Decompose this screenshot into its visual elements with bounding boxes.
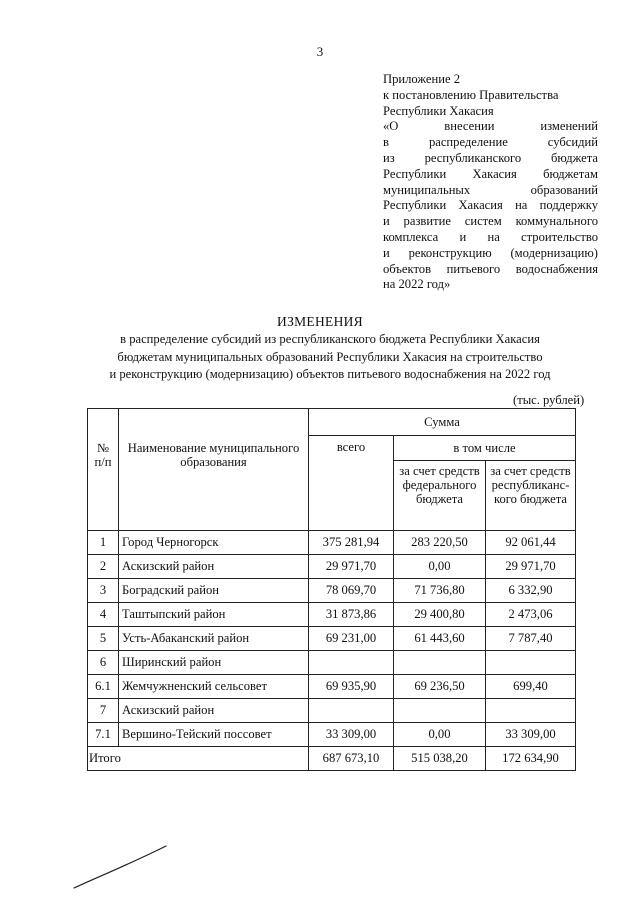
row-name: Боградский район bbox=[119, 579, 309, 603]
subtitle-line: и реконструкцию (модернизацию) объектов питьевого водоснабжения на 2022 год bbox=[109, 367, 551, 381]
row-republic: 33 309,00 bbox=[486, 723, 576, 747]
appendix-block bbox=[383, 72, 598, 293]
table-row bbox=[88, 603, 576, 627]
total-federal: 515 038,20 bbox=[394, 747, 486, 771]
row-num: 6.1 bbox=[88, 675, 119, 699]
row-total: 78 069,70 bbox=[309, 579, 394, 603]
subtitle-line: в распределение субсидий из республиканского бюджета Республики Хакасия bbox=[120, 332, 540, 346]
units-label: (тыс. рублей) bbox=[513, 393, 585, 407]
table-row bbox=[88, 675, 576, 699]
table-row bbox=[88, 579, 576, 603]
table-row bbox=[88, 555, 576, 579]
appendix-line: и развитие систем коммунального bbox=[383, 214, 598, 229]
row-name: Аскизский район bbox=[119, 555, 309, 579]
page-number: 3 bbox=[316, 44, 324, 59]
document-title: ИЗМЕНЕНИЯ bbox=[277, 314, 363, 329]
row-republic: 92 061,44 bbox=[486, 531, 576, 555]
header-federal: за счет средств федерального бюджета bbox=[394, 461, 486, 531]
row-federal: 69 236,50 bbox=[394, 675, 486, 699]
appendix-line: объектов питьевого водоснабжения bbox=[383, 261, 598, 276]
row-federal: 0,00 bbox=[394, 723, 486, 747]
row-name: Жемчужненский сельсовет bbox=[119, 675, 309, 699]
header-republic: за счет средств республиканс-кого бюджета bbox=[486, 461, 576, 531]
appendix-line: Приложение 2 bbox=[383, 72, 461, 86]
row-republic: 6 332,90 bbox=[486, 579, 576, 603]
subtitle-line: бюджетам муниципальных образований Республики Хакасия на строительство bbox=[117, 349, 543, 364]
row-federal: 0,00 bbox=[394, 555, 486, 579]
appendix-line: Республики Хакасия на поддержку bbox=[383, 198, 598, 213]
row-num: 7.1 bbox=[88, 723, 119, 747]
row-num: 2 bbox=[88, 555, 119, 579]
row-name: Усть-Абаканский район bbox=[119, 627, 309, 651]
row-total bbox=[309, 699, 394, 723]
row-republic: 29 971,70 bbox=[486, 555, 576, 579]
table-row bbox=[88, 699, 576, 723]
row-num: 4 bbox=[88, 603, 119, 627]
row-name: Город Черногорск bbox=[119, 531, 309, 555]
row-republic bbox=[486, 699, 576, 723]
total-row bbox=[88, 747, 576, 771]
appendix-line: в распределение субсидий bbox=[383, 135, 598, 150]
row-name: Аскизский район bbox=[119, 699, 309, 723]
header-including: в том числе bbox=[394, 436, 576, 461]
table-row bbox=[88, 531, 576, 555]
row-republic: 2 473,06 bbox=[486, 603, 576, 627]
appendix-line: Республики Хакасия бюджетам bbox=[383, 166, 598, 181]
handwritten-signature bbox=[70, 800, 180, 895]
total-label: Итого bbox=[88, 747, 309, 771]
row-total: 69 935,90 bbox=[309, 675, 394, 699]
appendix-line: Республики Хакасия bbox=[383, 103, 494, 118]
row-total: 69 231,00 bbox=[309, 627, 394, 651]
row-republic bbox=[486, 651, 576, 675]
row-total: 33 309,00 bbox=[309, 723, 394, 747]
table-row bbox=[88, 627, 576, 651]
appendix-line: муниципальных образований bbox=[383, 182, 598, 197]
row-total: 31 873,86 bbox=[309, 603, 394, 627]
row-name: Таштыпский район bbox=[119, 603, 309, 627]
row-num: 1 bbox=[88, 531, 119, 555]
row-republic: 7 787,40 bbox=[486, 627, 576, 651]
row-federal: 71 736,80 bbox=[394, 579, 486, 603]
appendix-line: на 2022 год» bbox=[383, 277, 451, 292]
row-num: 7 bbox=[88, 699, 119, 723]
appendix-line: комплекса и на строительство bbox=[383, 229, 598, 244]
header-num: № п/п bbox=[88, 409, 119, 531]
row-federal: 61 443,60 bbox=[394, 627, 486, 651]
row-total bbox=[309, 651, 394, 675]
appendix-line: из республиканского бюджета bbox=[383, 150, 598, 165]
table-row bbox=[88, 723, 576, 747]
appendix-line: «О внесении изменений bbox=[383, 119, 598, 134]
row-total: 375 281,94 bbox=[309, 531, 394, 555]
total-sum: 687 673,10 bbox=[309, 747, 394, 771]
row-num: 6 bbox=[88, 651, 119, 675]
header-total: всего bbox=[309, 436, 394, 531]
table-row bbox=[88, 651, 576, 675]
document-subtitle bbox=[40, 331, 620, 384]
total-republic: 172 634,90 bbox=[486, 747, 576, 771]
row-name: Вершино-Тейский поссовет bbox=[119, 723, 309, 747]
appendix-line: к постановлению Правительства bbox=[383, 87, 559, 102]
appendix-line: и реконструкцию (модернизацию) bbox=[383, 245, 598, 260]
row-federal bbox=[394, 699, 486, 723]
row-total: 29 971,70 bbox=[309, 555, 394, 579]
row-federal bbox=[394, 651, 486, 675]
row-federal: 283 220,50 bbox=[394, 531, 486, 555]
subsidy-table bbox=[87, 408, 576, 771]
row-name: Ширинский район bbox=[119, 651, 309, 675]
row-federal: 29 400,80 bbox=[394, 603, 486, 627]
row-num: 3 bbox=[88, 579, 119, 603]
header-sum: Сумма bbox=[309, 409, 576, 436]
row-republic: 699,40 bbox=[486, 675, 576, 699]
row-num: 5 bbox=[88, 627, 119, 651]
header-name: Наименование муниципального образования bbox=[119, 409, 309, 531]
